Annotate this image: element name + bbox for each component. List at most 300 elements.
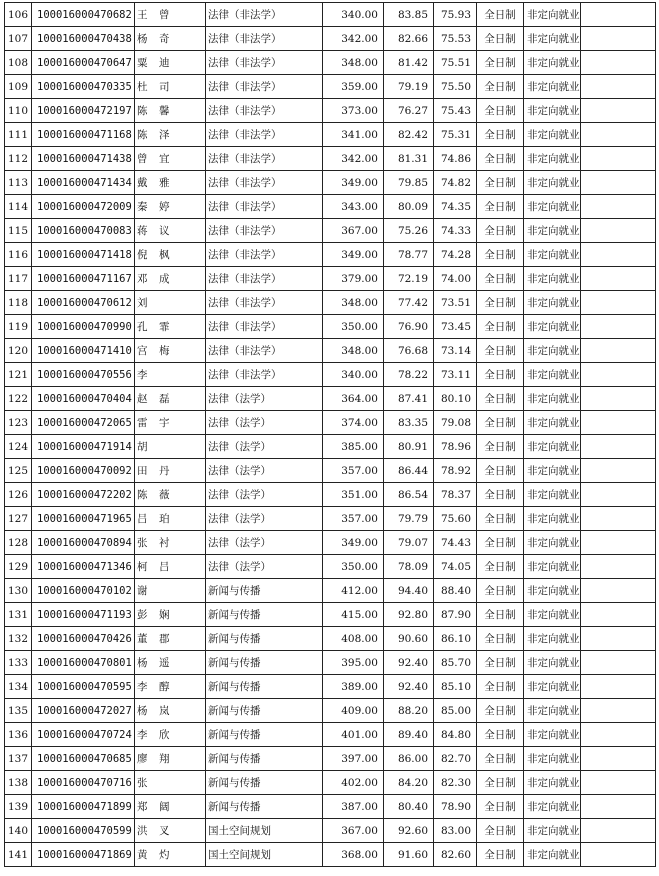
remarks-cell (581, 435, 656, 459)
employment-type-cell: 非定向就业 (524, 747, 581, 771)
remarks-cell (581, 75, 656, 99)
given-name: 阔 (159, 801, 170, 813)
surname: 张 (137, 777, 148, 789)
major-cell: 法律（法学） (206, 387, 323, 411)
table-row (5, 627, 656, 651)
surname: 秦 (137, 201, 148, 213)
employment-type-cell: 非定向就业 (524, 507, 581, 531)
surname: 吕 (137, 513, 148, 525)
total-score-cell: 82.30 (434, 771, 477, 795)
remarks-cell (581, 99, 656, 123)
retest-score-cell: 72.19 (384, 267, 434, 291)
exam-id-cell: 100016000471965 (32, 507, 135, 531)
retest-score-cell: 82.42 (384, 123, 434, 147)
row-number-cell: 140 (5, 819, 32, 843)
name-cell (135, 459, 206, 483)
major-cell: 新闻与传播 (206, 579, 323, 603)
prelim-score-cell: 412.00 (323, 579, 384, 603)
employment-type-cell: 非定向就业 (524, 819, 581, 843)
employment-type-cell: 非定向就业 (524, 651, 581, 675)
given-name: 馨 (159, 105, 170, 117)
major-cell: 法律（非法学） (206, 147, 323, 171)
remarks-cell (581, 291, 656, 315)
given-name: 奇 (159, 33, 170, 45)
exam-id-cell: 100016000470556 (32, 363, 135, 387)
given-name: 梅 (159, 345, 170, 357)
remarks-cell (581, 603, 656, 627)
major-cell: 新闻与传播 (206, 675, 323, 699)
total-score-cell: 78.92 (434, 459, 477, 483)
table-row (5, 531, 656, 555)
retest-score-cell: 90.60 (384, 627, 434, 651)
retest-score-cell: 83.35 (384, 411, 434, 435)
surname: 柯 (137, 561, 148, 573)
employment-type-cell: 非定向就业 (524, 291, 581, 315)
surname: 宫 (137, 345, 148, 357)
table-row (5, 699, 656, 723)
employment-type-cell: 非定向就业 (524, 195, 581, 219)
retest-score-cell: 88.20 (384, 699, 434, 723)
surname: 廖 (137, 753, 148, 765)
total-score-cell: 87.90 (434, 603, 477, 627)
major-cell: 法律（法学） (206, 483, 323, 507)
employment-type-cell: 非定向就业 (524, 627, 581, 651)
table-row (5, 507, 656, 531)
total-score-cell: 88.40 (434, 579, 477, 603)
study-mode-cell: 全日制 (477, 75, 524, 99)
exam-id-cell: 100016000471869 (32, 843, 135, 867)
employment-type-cell: 非定向就业 (524, 603, 581, 627)
given-name: 司 (159, 81, 170, 93)
remarks-cell (581, 507, 656, 531)
major-cell: 新闻与传播 (206, 747, 323, 771)
total-score-cell: 85.70 (434, 651, 477, 675)
prelim-score-cell: 415.00 (323, 603, 384, 627)
name-cell (135, 363, 206, 387)
total-score-cell: 86.10 (434, 627, 477, 651)
name-cell (135, 387, 206, 411)
row-number-cell: 136 (5, 723, 32, 747)
row-number-cell: 112 (5, 147, 32, 171)
employment-type-cell: 非定向就业 (524, 219, 581, 243)
remarks-cell (581, 339, 656, 363)
retest-score-cell: 82.66 (384, 27, 434, 51)
study-mode-cell: 全日制 (477, 819, 524, 843)
retest-score-cell: 92.40 (384, 651, 434, 675)
retest-score-cell: 94.40 (384, 579, 434, 603)
name-cell (135, 51, 206, 75)
exam-id-cell: 100016000470599 (32, 819, 135, 843)
total-score-cell: 78.96 (434, 435, 477, 459)
given-name: 磊 (159, 393, 170, 405)
remarks-cell (581, 123, 656, 147)
row-number-cell: 110 (5, 99, 32, 123)
prelim-score-cell: 402.00 (323, 771, 384, 795)
study-mode-cell: 全日制 (477, 459, 524, 483)
given-name: 雅 (159, 177, 170, 189)
prelim-score-cell: 343.00 (323, 195, 384, 219)
row-number-cell: 113 (5, 171, 32, 195)
retest-score-cell: 80.40 (384, 795, 434, 819)
employment-type-cell: 非定向就业 (524, 243, 581, 267)
name-cell (135, 795, 206, 819)
prelim-score-cell: 348.00 (323, 51, 384, 75)
name-cell (135, 483, 206, 507)
total-score-cell: 73.14 (434, 339, 477, 363)
retest-score-cell: 78.09 (384, 555, 434, 579)
study-mode-cell: 全日制 (477, 747, 524, 771)
table-row (5, 675, 656, 699)
name-cell (135, 267, 206, 291)
total-score-cell: 75.51 (434, 51, 477, 75)
employment-type-cell: 非定向就业 (524, 459, 581, 483)
name-cell (135, 603, 206, 627)
major-cell: 法律（非法学） (206, 243, 323, 267)
table-row (5, 315, 656, 339)
row-number-cell: 131 (5, 603, 32, 627)
employment-type-cell: 非定向就业 (524, 51, 581, 75)
surname: 雷 (137, 417, 148, 429)
employment-type-cell: 非定向就业 (524, 267, 581, 291)
table-row (5, 123, 656, 147)
surname: 曾 (137, 153, 148, 165)
row-number-cell: 124 (5, 435, 32, 459)
study-mode-cell: 全日制 (477, 339, 524, 363)
table-row (5, 147, 656, 171)
row-number-cell: 134 (5, 675, 32, 699)
prelim-score-cell: 350.00 (323, 315, 384, 339)
exam-id-cell: 100016000471418 (32, 243, 135, 267)
prelim-score-cell: 373.00 (323, 99, 384, 123)
given-name: 叉 (159, 825, 170, 837)
study-mode-cell: 全日制 (477, 411, 524, 435)
row-number-cell: 115 (5, 219, 32, 243)
given-name: 翔 (159, 753, 170, 765)
remarks-cell (581, 171, 656, 195)
exam-id-cell: 100016000471410 (32, 339, 135, 363)
total-score-cell: 78.37 (434, 483, 477, 507)
total-score-cell: 82.60 (434, 843, 477, 867)
remarks-cell (581, 555, 656, 579)
given-name: 珀 (159, 513, 170, 525)
name-cell (135, 843, 206, 867)
exam-id-cell: 100016000470335 (32, 75, 135, 99)
admission-results-table (4, 2, 656, 867)
study-mode-cell: 全日制 (477, 387, 524, 411)
remarks-cell (581, 219, 656, 243)
employment-type-cell: 非定向就业 (524, 75, 581, 99)
study-mode-cell: 全日制 (477, 795, 524, 819)
employment-type-cell: 非定向就业 (524, 3, 581, 27)
major-cell: 法律（非法学） (206, 27, 323, 51)
total-score-cell: 80.10 (434, 387, 477, 411)
row-number-cell: 116 (5, 243, 32, 267)
row-number-cell: 111 (5, 123, 32, 147)
surname: 杨 (137, 657, 148, 669)
table-row (5, 651, 656, 675)
prelim-score-cell: 350.00 (323, 555, 384, 579)
prelim-score-cell: 408.00 (323, 627, 384, 651)
retest-score-cell: 80.91 (384, 435, 434, 459)
total-score-cell: 74.43 (434, 531, 477, 555)
major-cell: 新闻与传播 (206, 651, 323, 675)
retest-score-cell: 92.60 (384, 819, 434, 843)
exam-id-cell: 100016000471438 (32, 147, 135, 171)
exam-id-cell: 100016000472197 (32, 99, 135, 123)
given-name: 薇 (159, 489, 170, 501)
surname: 李 (137, 369, 148, 381)
major-cell: 法律（法学） (206, 531, 323, 555)
exam-id-cell: 100016000470990 (32, 315, 135, 339)
surname: 郑 (137, 801, 148, 813)
surname: 蒋 (137, 225, 148, 237)
row-number-cell: 128 (5, 531, 32, 555)
given-name: 岚 (159, 705, 170, 717)
prelim-score-cell: 357.00 (323, 507, 384, 531)
exam-id-cell: 100016000470682 (32, 3, 135, 27)
retest-score-cell: 81.31 (384, 147, 434, 171)
prelim-score-cell: 348.00 (323, 339, 384, 363)
remarks-cell (581, 795, 656, 819)
exam-id-cell: 100016000470894 (32, 531, 135, 555)
prelim-score-cell: 342.00 (323, 27, 384, 51)
given-name: 霏 (159, 321, 170, 333)
retest-score-cell: 84.20 (384, 771, 434, 795)
employment-type-cell: 非定向就业 (524, 771, 581, 795)
remarks-cell (581, 819, 656, 843)
name-cell (135, 675, 206, 699)
exam-id-cell: 100016000470102 (32, 579, 135, 603)
remarks-cell (581, 315, 656, 339)
remarks-cell (581, 459, 656, 483)
major-cell: 法律（非法学） (206, 75, 323, 99)
study-mode-cell: 全日制 (477, 291, 524, 315)
study-mode-cell: 全日制 (477, 219, 524, 243)
total-score-cell: 75.50 (434, 75, 477, 99)
surname: 杨 (137, 33, 148, 45)
name-cell (135, 219, 206, 243)
table-body (5, 3, 656, 867)
retest-score-cell: 78.22 (384, 363, 434, 387)
total-score-cell: 73.45 (434, 315, 477, 339)
employment-type-cell: 非定向就业 (524, 99, 581, 123)
table-row (5, 267, 656, 291)
major-cell: 新闻与传播 (206, 771, 323, 795)
study-mode-cell: 全日制 (477, 243, 524, 267)
given-name: 娴 (159, 609, 170, 621)
table-row (5, 819, 656, 843)
retest-score-cell: 92.40 (384, 675, 434, 699)
major-cell: 法律（非法学） (206, 51, 323, 75)
major-cell: 新闻与传播 (206, 699, 323, 723)
total-score-cell: 85.00 (434, 699, 477, 723)
row-number-cell: 125 (5, 459, 32, 483)
row-number-cell: 119 (5, 315, 32, 339)
name-cell (135, 723, 206, 747)
exam-id-cell: 100016000471193 (32, 603, 135, 627)
study-mode-cell: 全日制 (477, 555, 524, 579)
prelim-score-cell: 409.00 (323, 699, 384, 723)
prelim-score-cell: 349.00 (323, 171, 384, 195)
employment-type-cell: 非定向就业 (524, 171, 581, 195)
major-cell: 法律（非法学） (206, 171, 323, 195)
major-cell: 法律（非法学） (206, 267, 323, 291)
retest-score-cell: 79.85 (384, 171, 434, 195)
total-score-cell: 74.82 (434, 171, 477, 195)
exam-id-cell: 100016000470724 (32, 723, 135, 747)
given-name: 衬 (159, 537, 170, 549)
major-cell: 法律（非法学） (206, 363, 323, 387)
surname: 田 (137, 465, 148, 477)
name-cell (135, 771, 206, 795)
given-name: 吕 (159, 561, 170, 573)
table-row (5, 75, 656, 99)
retest-score-cell: 78.77 (384, 243, 434, 267)
total-score-cell: 83.00 (434, 819, 477, 843)
remarks-cell (581, 627, 656, 651)
given-name: 泽 (159, 129, 170, 141)
name-cell (135, 819, 206, 843)
table-row (5, 219, 656, 243)
surname: 洪 (137, 825, 148, 837)
name-cell (135, 531, 206, 555)
row-number-cell: 109 (5, 75, 32, 99)
study-mode-cell: 全日制 (477, 27, 524, 51)
table-row (5, 723, 656, 747)
table-row (5, 27, 656, 51)
study-mode-cell: 全日制 (477, 699, 524, 723)
major-cell: 法律（非法学） (206, 123, 323, 147)
surname: 董 (137, 633, 148, 645)
major-cell: 法律（非法学） (206, 3, 323, 27)
study-mode-cell: 全日制 (477, 603, 524, 627)
prelim-score-cell: 385.00 (323, 435, 384, 459)
table-row (5, 771, 656, 795)
total-score-cell: 75.31 (434, 123, 477, 147)
study-mode-cell: 全日制 (477, 363, 524, 387)
name-cell (135, 99, 206, 123)
given-name: 醇 (159, 681, 170, 693)
table-row (5, 555, 656, 579)
given-name: 议 (159, 225, 170, 237)
exam-id-cell: 100016000472027 (32, 699, 135, 723)
surname: 陈 (137, 489, 148, 501)
surname: 彭 (137, 609, 148, 621)
surname: 胡 (137, 441, 148, 453)
employment-type-cell: 非定向就业 (524, 147, 581, 171)
surname: 陈 (137, 105, 148, 117)
study-mode-cell: 全日制 (477, 651, 524, 675)
employment-type-cell: 非定向就业 (524, 723, 581, 747)
exam-id-cell: 100016000471914 (32, 435, 135, 459)
exam-id-cell: 100016000470716 (32, 771, 135, 795)
retest-score-cell: 77.42 (384, 291, 434, 315)
surname: 杜 (137, 81, 148, 93)
table-row (5, 291, 656, 315)
table-row (5, 579, 656, 603)
table-row (5, 99, 656, 123)
study-mode-cell: 全日制 (477, 627, 524, 651)
prelim-score-cell: 357.00 (323, 459, 384, 483)
row-number-cell: 108 (5, 51, 32, 75)
name-cell (135, 339, 206, 363)
remarks-cell (581, 3, 656, 27)
retest-score-cell: 79.07 (384, 531, 434, 555)
remarks-cell (581, 243, 656, 267)
employment-type-cell: 非定向就业 (524, 363, 581, 387)
major-cell: 法律（法学） (206, 411, 323, 435)
prelim-score-cell: 359.00 (323, 75, 384, 99)
study-mode-cell: 全日制 (477, 435, 524, 459)
table-row (5, 363, 656, 387)
prelim-score-cell: 351.00 (323, 483, 384, 507)
total-score-cell: 79.08 (434, 411, 477, 435)
prelim-score-cell: 379.00 (323, 267, 384, 291)
major-cell: 法律（法学） (206, 435, 323, 459)
study-mode-cell: 全日制 (477, 99, 524, 123)
major-cell: 法律（法学） (206, 459, 323, 483)
given-name: 宜 (159, 153, 170, 165)
row-number-cell: 141 (5, 843, 32, 867)
surname: 黄 (137, 849, 148, 861)
total-score-cell: 75.60 (434, 507, 477, 531)
exam-id-cell: 100016000471899 (32, 795, 135, 819)
name-cell (135, 315, 206, 339)
prelim-score-cell: 364.00 (323, 387, 384, 411)
employment-type-cell: 非定向就业 (524, 843, 581, 867)
name-cell (135, 747, 206, 771)
major-cell: 国土空间规划 (206, 819, 323, 843)
total-score-cell: 82.70 (434, 747, 477, 771)
table-row (5, 843, 656, 867)
retest-score-cell: 79.19 (384, 75, 434, 99)
major-cell: 法律（非法学） (206, 315, 323, 339)
major-cell: 新闻与传播 (206, 603, 323, 627)
row-number-cell: 138 (5, 771, 32, 795)
major-cell: 法律（非法学） (206, 339, 323, 363)
total-score-cell: 74.28 (434, 243, 477, 267)
study-mode-cell: 全日制 (477, 267, 524, 291)
total-score-cell: 75.53 (434, 27, 477, 51)
study-mode-cell: 全日制 (477, 123, 524, 147)
remarks-cell (581, 195, 656, 219)
given-name: 宇 (159, 417, 170, 429)
table-row (5, 747, 656, 771)
surname: 谢 (137, 585, 148, 597)
employment-type-cell: 非定向就业 (524, 339, 581, 363)
major-cell: 新闻与传播 (206, 795, 323, 819)
remarks-cell (581, 723, 656, 747)
exam-id-cell: 100016000470404 (32, 387, 135, 411)
given-name: 遥 (159, 657, 170, 669)
total-score-cell: 78.90 (434, 795, 477, 819)
exam-id-cell: 100016000471346 (32, 555, 135, 579)
prelim-score-cell: 340.00 (323, 363, 384, 387)
table-row (5, 483, 656, 507)
total-score-cell: 73.51 (434, 291, 477, 315)
employment-type-cell: 非定向就业 (524, 699, 581, 723)
surname: 粟 (137, 57, 148, 69)
prelim-score-cell: 341.00 (323, 123, 384, 147)
surname: 李 (137, 729, 148, 741)
remarks-cell (581, 843, 656, 867)
row-number-cell: 106 (5, 3, 32, 27)
surname: 赵 (137, 393, 148, 405)
table-row (5, 411, 656, 435)
retest-score-cell: 81.42 (384, 51, 434, 75)
name-cell (135, 3, 206, 27)
retest-score-cell: 83.85 (384, 3, 434, 27)
